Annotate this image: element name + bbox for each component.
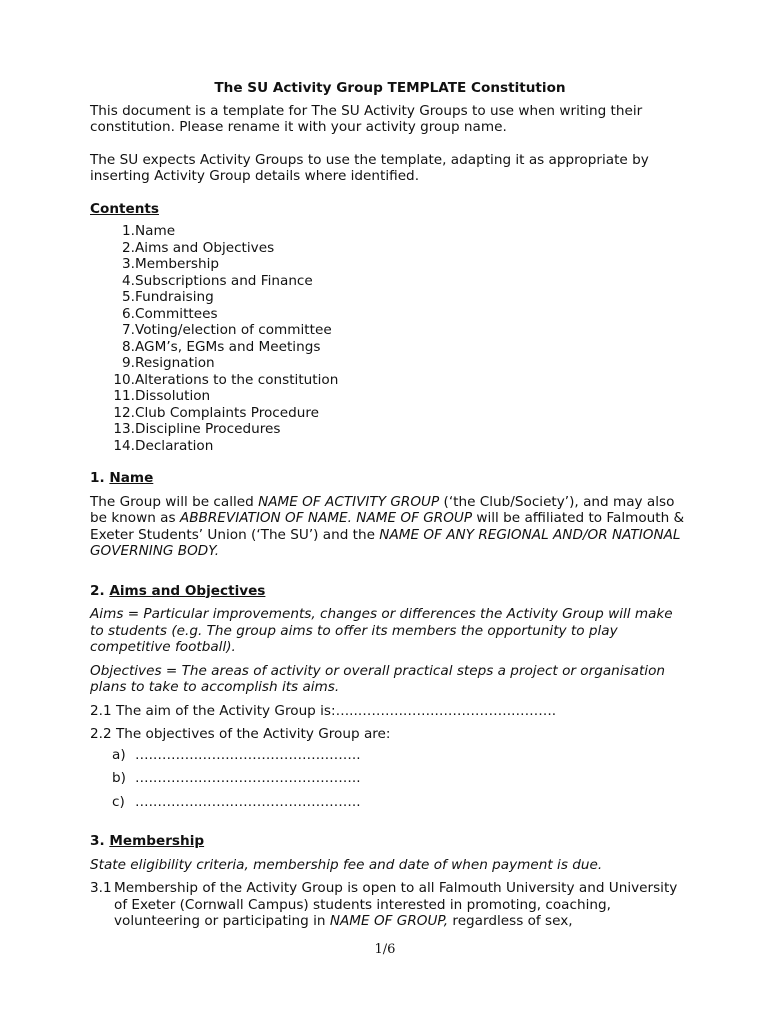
section-number: 1. [90,470,105,486]
contents-item-number: 10. [113,371,135,388]
contents-item-label: Fundraising [135,289,214,305]
objective-item [90,770,690,794]
membership-note: State eligibility criteria, membership fee and date of when payment is due. [90,856,603,873]
objectives-list [90,747,690,818]
objective-placeholder: ….……….…….……………………….. [135,793,361,810]
contents-item-number: 14. [113,437,135,454]
contents-item [90,388,690,405]
intro-paragraph-1: This document is a template for The SU Activity Groups to use when writing their constitution. Please rename it with your activity group name. [90,102,643,135]
contents-item-label: Voting/election of committee [135,322,332,338]
section-1-paragraph [90,494,690,560]
contents-item-label: AGM’s, EGMs and Meetings [135,338,321,355]
page-number: 1/6 [374,942,396,957]
contents-item-label: Alterations to the constitution [135,371,339,388]
section-title: Membership [109,833,205,849]
document-title: The SU Activity Group TEMPLATE Constitution [214,80,566,96]
text-run: will be affiliated to Falmouth & Exeter Students’ Union (‘The SU’) and the [90,510,685,543]
clause-3-1 [90,880,690,930]
contents-item-number: 13. [113,421,135,437]
section-title: Aims and Objectives [109,582,266,599]
objective-placeholder: ….……….…….……………………….. [135,746,361,763]
section-number: 2. [90,582,105,599]
contents-item-number: 7. [122,322,135,338]
text-run: (‘the Club/Society’), and may also be known as [90,493,675,526]
contents-item-label: Club Complaints Procedure [135,404,320,421]
placeholder-text: ABBREVIATION OF NAME. NAME OF GROUP [179,510,473,526]
clause-2-1: 2.1 The aim of the Activity Group is:…..……….…….….………….………. [90,702,557,719]
placeholder-text: NAME OF ACTIVITY GROUP [258,493,440,510]
contents-item [90,405,690,422]
contents-item [90,256,690,273]
contents-item [90,306,690,323]
placeholder-text: NAME OF GROUP, [329,913,449,929]
contents-item [90,421,690,438]
contents-item [90,273,690,290]
contents-item [90,322,690,339]
contents-item [90,240,690,257]
aims-definition: Aims = Particular improvements, changes or differences the Activity Group will make to students (e.g. The group aims to offer its members the opportunity to play competitive football). [90,606,673,655]
contents-list [90,223,690,454]
section-2-heading [90,583,690,600]
contents-item-label: Committees [135,305,218,322]
contents-item-label: Aims and Objectives [135,239,275,256]
contents-item-number: 11. [113,388,135,404]
objective-item [90,747,690,771]
contents-item [90,355,690,372]
contents-item-label: Resignation [135,355,215,371]
contents-item [90,438,690,455]
contents-item-number: 8. [122,338,135,355]
contents-item-label: Discipline Procedures [135,421,281,437]
section-number: 3. [90,833,105,849]
clause-2-2: 2.2 The objectives of the Activity Group are: [90,726,391,742]
contents-item [90,372,690,389]
contents-item-number: 9. [122,355,135,371]
contents-item-number: 2. [122,239,135,256]
objective-placeholder: ….……….…….……………………….. [135,770,361,786]
objectives-definition: Objectives = The areas of activity or overall practical steps a project or organisation plans to take to accomplish its aims. [90,662,666,695]
contents-item-label: Dissolution [135,388,211,404]
clause-number: 3.1 [90,880,112,896]
contents-item-label: Subscriptions and Finance [135,272,313,289]
section-title: Name [109,470,154,486]
placeholder-text: NAME OF ANY REGIONAL AND/OR NATIONAL GOVERNING BODY. [90,526,681,559]
clause-text [114,880,690,930]
contents-heading: Contents [90,200,159,217]
objective-letter: c) [112,793,125,810]
objective-letter: a) [112,746,126,763]
contents-item [90,289,690,306]
contents-item-number: 3. [122,256,135,272]
contents-item [90,339,690,356]
contents-item-label: Declaration [135,437,214,454]
objective-item [90,794,690,818]
objective-letter: b) [112,770,126,786]
section-1-heading [90,470,690,487]
section-3-heading [90,833,690,850]
contents-item-label: Membership [135,256,220,272]
text-run: The Group will be called [90,493,259,510]
contents-item-number: 5. [122,289,135,305]
contents-item [90,223,690,240]
document-body [90,80,690,930]
text-run: regardless of sex, [448,913,573,929]
contents-item-number: 1. [122,223,135,239]
intro-paragraph-2: The SU expects Activity Groups to use the template, adapting it as appropriate by inserting Activity Group details where identified. [90,151,649,184]
contents-item-number: 12. [113,404,135,421]
contents-item-label: Name [135,223,176,239]
contents-item-number: 4. [122,272,135,289]
text-run: Membership of the Activity Group is open to all Falmouth University and University of Exeter (Cornwall Campus) students interested in promoting, coaching, volunteering or participating in [114,880,678,929]
contents-item-number: 6. [122,305,135,322]
